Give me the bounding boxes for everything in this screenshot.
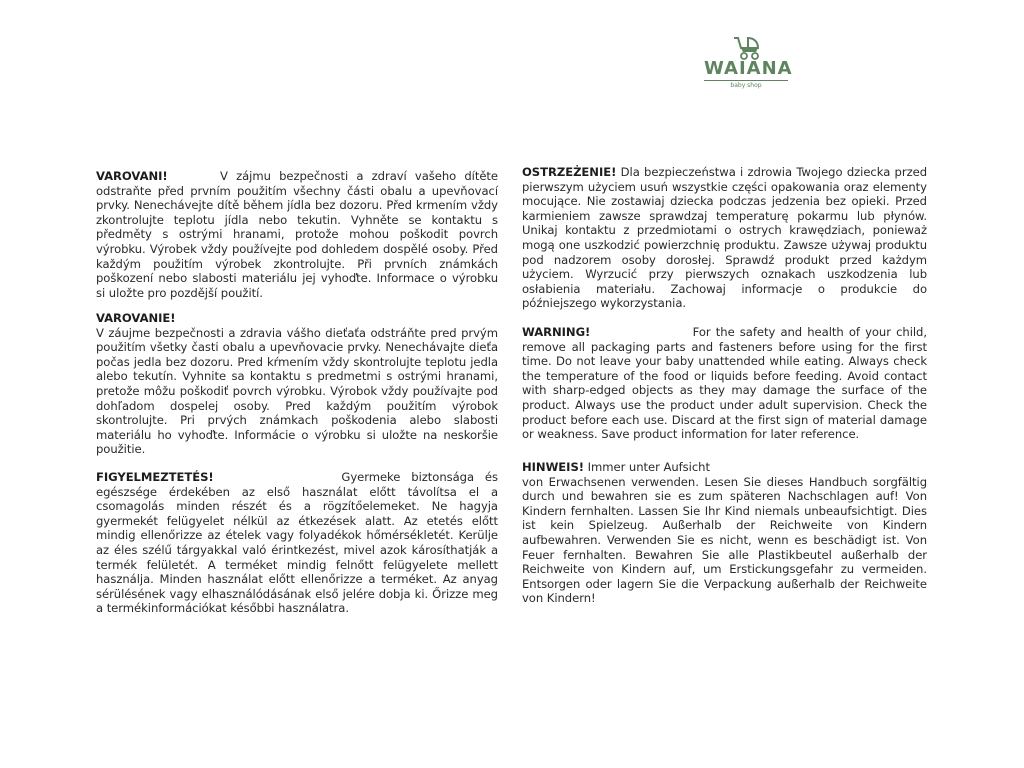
- warning-slovak-body: V záujme bezpečnosti a zdravia vášho dieťaťa odstráňte pred prvým použitím všetky časti obalu a upevňovacie prvky. Nenechávajte dieťa počas jedla bez dozoru. Pred kŕmením vždy skontrolujte teplotu jedla alebo tekutín. Vyhnite sa kontaktu s predmetmi s ostrými hranami, pretože môžu poškodiť povrch výrobku. Výrobok vždy používajte pod dohľadom dospelej osoby. Pred každým použitím výrobok skontrolujte. Pri prvých známkach poškodenia alebo slabosti materiálu ho vyhoďte. Informácie o výrobku si uložte na neskoršie použitie.: [96, 325, 498, 457]
- warning-czech-title: VAROVANI!: [96, 169, 168, 183]
- warning-german: [522, 460, 927, 606]
- brand-name: WAIANA: [704, 58, 793, 79]
- warning-polish-title: OSTRZEŻENIE!: [522, 165, 617, 179]
- warning-german-body: von Erwachsenen verwenden. Lesen Sie dieses Handbuch sorgfältig durch und bewahren sie es zum späteren Nachschlagen auf! Von Kindern fernhalten. Lassen Sie Ihr Kind niemals unbeaufsichtigt. Dies ist kein Spielzeug. Außerhalb der Reichweite von Kindern aufbewahren. Verwenden Sie es nicht, wenn es beschädigt ist. Von Feuer fernhalten. Bewahren Sie alle Plastikbeutel außerhalb der Reichweite von Kindern auf, um Erstickungsgefahr zu vermeiden. Entsorgen oder lagern Sie die Verpackung außerhalb der Reichweite von Kindern!: [522, 474, 927, 606]
- warning-czech-body: V zájmu bezpečnosti a zdraví vašeho dítěte odstraňte před prvním použitím všechny části obalu a upevňovací prvky. Nenechávejte dítě během jídla bez dozoru. Před krmením vždy zkontrolujte teplotu jídla nebo tekutin. Vyhněte se kontaktu s předměty s ostrými hranami, protože mohou poškodit povrch výrobku. Výrobek vždy používejte pod dohledem dospělé osoby. Před každým použitím výrobek zkontrolujte. Při prvních známkách poškození nebo slabosti materiálu jej vyhoďte. Informace o výrobku si uložte pro pozdější použití.: [96, 169, 498, 300]
- warning-german-title: HINWEIS!: [522, 460, 584, 474]
- warning-czech: [96, 169, 498, 300]
- warning-slovak-title: VAROVANIE!: [96, 311, 176, 325]
- warning-polish-body: Dla bezpieczeństwa i zdrowia Twojego dziecka przed pierwszym użyciem usuń wszystkie części opakowania oraz elementy mocujące. Nie zostawiaj dziecka podczas jedzenia bez opieki. Przed karmieniem zawsze sprawdzaj temperaturę pokarmu lub płynów. Unikaj kontaktu z przedmiotami o ostrych krawędziach, ponieważ mogą one uszkodzić powierzchnię produktu. Zawsze używaj produktu pod nadzorem osoby dorosłej. Sprawdź produkt przed każdym użyciem. Wyrzucić przy pierwszych oznakach uszkodzenia lub osłabienia materiału. Zachowaj informacje o produkcie do późniejszego wykorzystania.: [522, 165, 928, 311]
- warning-english: [522, 325, 927, 442]
- warning-german-lead: Immer unter Aufsicht: [587, 460, 710, 474]
- brand-logo: [700, 34, 792, 96]
- baby-carriage-icon: [730, 34, 764, 60]
- warning-slovak: [96, 311, 498, 457]
- warning-hungarian: [96, 470, 498, 616]
- warning-polish: [522, 165, 927, 311]
- warning-german-heading: [522, 460, 927, 475]
- brand-tagline: baby shop: [730, 82, 762, 89]
- warning-english-body: For the safety and health of your child, remove all packaging parts and fasteners before using for the first time. Do not leave your baby unattended while eating. Always check the temperature of the food or liquids before feeding. Avoid contact with sharp-edged objects as they may damage the surface of the product. Always use the product under adult supervision. Check the product before each use. Discard at the first sign of material damage or weakness. Save product information for later reference.: [522, 325, 928, 442]
- warning-hungarian-body: Gyermeke biztonsága és egészsége érdekében az első használat előtt távolítsa el a csomagolás minden részét és a rögzítőelemeket. Ne hagyja gyermekét felügyelet nélkül az étkezések alatt. Az etetés előtt mindig ellenőrizze az ételek vagy folyadékok hőmérsékletét. Kerülje az éles szélű tárgyakkal való érintkezést, mivel azok károsíthatják a termék felületét. A terméket mindig felnőtt felügyelete mellett használja. Minden használat előtt ellenőrizze a terméket. Az anyag sérülésének vagy elhasználódásának első jelére dobja ki. Őrizze meg a termékinformációkat későbbi használatra.: [96, 470, 498, 616]
- warning-hungarian-title: FIGYELMEZTETÉS!: [96, 470, 214, 484]
- warning-english-title: WARNING!: [522, 325, 591, 339]
